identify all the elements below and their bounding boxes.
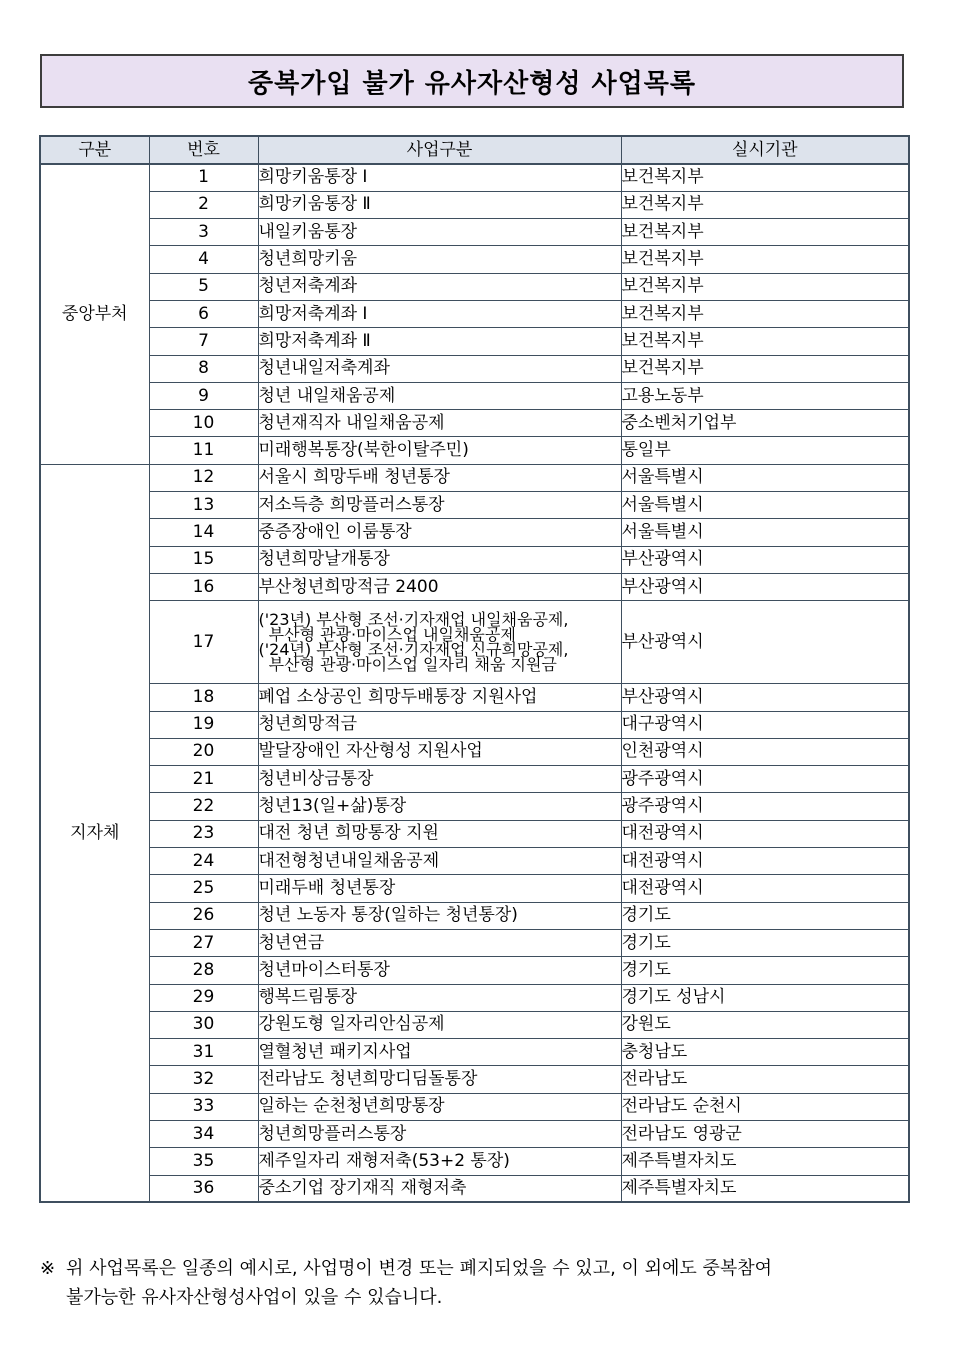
project-name-line: ('24년) 부산형 조선·기자재업 신규희망공제, — [258, 640, 569, 660]
row-number: 35 — [149, 1148, 258, 1175]
table-row — [40, 546, 909, 573]
agency-name: 충청남도 — [621, 1039, 909, 1066]
agency-name: 전라남도 순천시 — [621, 1093, 909, 1120]
row-number: 5 — [149, 273, 258, 300]
row-number: 6 — [149, 300, 258, 327]
table-row — [40, 848, 909, 875]
project-name: 전라남도 청년희망디딤돌통장 — [258, 1066, 621, 1093]
table-row — [40, 246, 909, 273]
table-row — [40, 601, 909, 684]
agency-name: 제주특별자치도 — [621, 1175, 909, 1202]
agency-name: 경기도 — [621, 902, 909, 929]
row-number: 30 — [149, 1011, 258, 1038]
project-name: 일하는 순천청년희망통장 — [258, 1093, 621, 1120]
page-title: 중복가입 불가 유사자산형성 사업목록 — [247, 68, 696, 99]
agency-name: 보건복지부 — [621, 191, 909, 218]
table-row — [40, 328, 909, 355]
row-number: 21 — [149, 766, 258, 793]
project-name: 청년 내일채움공제 — [258, 382, 621, 409]
note-line-2: 불가능한 유사자산형성사업이 있을 수 있습니다. — [66, 1287, 443, 1308]
project-name: 제주일자리 재형저축(53+2 통장) — [258, 1148, 621, 1175]
project-name: 청년희망날개통장 — [258, 546, 621, 573]
table-row — [40, 410, 909, 437]
header-group: 구분 — [40, 136, 149, 164]
row-number: 13 — [149, 492, 258, 519]
row-number: 17 — [149, 601, 258, 684]
project-name-line: 부산형 관광·마이스업 일자리 채움 지원금 — [258, 655, 557, 675]
table-row — [40, 902, 909, 929]
project-name: 중증장애인 이룸통장 — [258, 519, 621, 546]
project-name: 청년희망플러스통장 — [258, 1121, 621, 1148]
project-name: 청년비상금통장 — [258, 766, 621, 793]
row-number: 1 — [149, 164, 258, 191]
agency-name: 서울특별시 — [621, 492, 909, 519]
agency-name: 인천광역시 — [621, 738, 909, 765]
project-name: 강원도형 일자리안심공제 — [258, 1011, 621, 1038]
table-row — [40, 492, 909, 519]
agency-name: 대구광역시 — [621, 711, 909, 738]
row-number: 34 — [149, 1121, 258, 1148]
agency-name: 보건복지부 — [621, 273, 909, 300]
project-name-line: ('23년) 부산형 조선·기자재업 내일채움공제, — [258, 610, 569, 630]
row-number: 36 — [149, 1175, 258, 1202]
agency-name: 통일부 — [621, 437, 909, 464]
project-name: 발달장애인 자산형성 지원사업 — [258, 738, 621, 765]
agency-name: 부산광역시 — [621, 601, 909, 684]
row-number: 31 — [149, 1039, 258, 1066]
project-name: 희망저축계좌 Ⅰ — [258, 300, 621, 327]
table-row — [40, 820, 909, 847]
agency-name: 광주광역시 — [621, 766, 909, 793]
project-name: 중소기업 장기재직 재형저축 — [258, 1175, 621, 1202]
agency-name: 대전광역시 — [621, 820, 909, 847]
table-row — [40, 1039, 909, 1066]
project-name: 희망저축계좌 Ⅱ — [258, 328, 621, 355]
project-name: 청년희망적금 — [258, 711, 621, 738]
row-number: 3 — [149, 219, 258, 246]
table-row — [40, 793, 909, 820]
table-row — [40, 1093, 909, 1120]
row-number: 15 — [149, 546, 258, 573]
table-row — [40, 1148, 909, 1175]
project-name: 저소득층 희망플러스통장 — [258, 492, 621, 519]
agency-name: 보건복지부 — [621, 246, 909, 273]
table-row — [40, 164, 909, 191]
table-row — [40, 929, 909, 956]
agency-name: 경기도 성남시 — [621, 984, 909, 1011]
table-row — [40, 1121, 909, 1148]
table-row — [40, 219, 909, 246]
table-row — [40, 738, 909, 765]
row-number: 8 — [149, 355, 258, 382]
project-name: 청년내일저축계좌 — [258, 355, 621, 382]
agency-name: 부산광역시 — [621, 573, 909, 600]
row-number: 2 — [149, 191, 258, 218]
table-row — [40, 382, 909, 409]
project-name: 미래행복통장(북한이탈주민) — [258, 437, 621, 464]
header-project: 사업구분 — [258, 136, 621, 164]
project-name: 서울시 희망두배 청년통장 — [258, 464, 621, 491]
agency-name: 중소벤처기업부 — [621, 410, 909, 437]
row-number: 29 — [149, 984, 258, 1011]
table-row — [40, 984, 909, 1011]
table-header-row — [40, 136, 909, 164]
row-number: 4 — [149, 246, 258, 273]
agency-name: 보건복지부 — [621, 300, 909, 327]
row-number: 25 — [149, 875, 258, 902]
project-name: 내일키움통장 — [258, 219, 621, 246]
project-name: 희망키움통장 Ⅰ — [258, 164, 621, 191]
agency-name: 보건복지부 — [621, 219, 909, 246]
row-number: 33 — [149, 1093, 258, 1120]
agency-name: 부산광역시 — [621, 684, 909, 711]
table-row — [40, 355, 909, 382]
table-row — [40, 766, 909, 793]
row-number: 23 — [149, 820, 258, 847]
table-row — [40, 875, 909, 902]
project-name: 부산청년희망적금 2400 — [258, 573, 621, 600]
header-number: 번호 — [149, 136, 258, 164]
agency-name: 경기도 — [621, 957, 909, 984]
project-name: 청년저축계좌 — [258, 273, 621, 300]
project-name: 청년마이스터통장 — [258, 957, 621, 984]
project-name: 청년 노동자 통장(일하는 청년통장) — [258, 902, 621, 929]
agency-name: 전라남도 — [621, 1066, 909, 1093]
group-cell-local: 지자체 — [40, 464, 149, 1202]
title-box — [40, 54, 904, 108]
agency-name: 경기도 — [621, 929, 909, 956]
project-name — [258, 601, 621, 684]
table-row — [40, 519, 909, 546]
project-table — [39, 135, 910, 1203]
project-name: 대전형청년내일채움공제 — [258, 848, 621, 875]
agency-name: 서울특별시 — [621, 519, 909, 546]
row-number: 12 — [149, 464, 258, 491]
table-row — [40, 1011, 909, 1038]
footnote — [40, 1254, 920, 1312]
row-number: 16 — [149, 573, 258, 600]
table-row — [40, 437, 909, 464]
project-name: 행복드림통장 — [258, 984, 621, 1011]
project-name: 대전 청년 희망통장 지원 — [258, 820, 621, 847]
agency-name: 서울특별시 — [621, 464, 909, 491]
row-number: 28 — [149, 957, 258, 984]
row-number: 26 — [149, 902, 258, 929]
table-row — [40, 1175, 909, 1202]
table-row — [40, 684, 909, 711]
agency-name: 고용노동부 — [621, 382, 909, 409]
row-number: 7 — [149, 328, 258, 355]
project-name: 청년13(일+삶)통장 — [258, 793, 621, 820]
row-number: 11 — [149, 437, 258, 464]
project-name-line: 부산형 관광·마이스업 내일채움공제 — [258, 625, 516, 645]
note-line-1: 위 사업목록은 일종의 예시로, 사업명이 변경 또는 폐지되었을 수 있고, 이 외에도 중복참여 — [66, 1258, 773, 1279]
project-name: 미래두배 청년통장 — [258, 875, 621, 902]
project-name: 청년희망키움 — [258, 246, 621, 273]
row-number: 9 — [149, 382, 258, 409]
row-number: 19 — [149, 711, 258, 738]
table-body — [40, 164, 909, 1202]
table-row — [40, 300, 909, 327]
agency-name: 보건복지부 — [621, 164, 909, 191]
row-number: 18 — [149, 684, 258, 711]
project-name: 폐업 소상공인 희망두배통장 지원사업 — [258, 684, 621, 711]
group-cell-central: 중앙부처 — [40, 164, 149, 464]
agency-name: 강원도 — [621, 1011, 909, 1038]
row-number: 22 — [149, 793, 258, 820]
agency-name: 보건복지부 — [621, 355, 909, 382]
table-row — [40, 464, 909, 491]
row-number: 32 — [149, 1066, 258, 1093]
table-row — [40, 573, 909, 600]
table-row — [40, 191, 909, 218]
row-number: 14 — [149, 519, 258, 546]
table-row — [40, 273, 909, 300]
agency-name: 전라남도 영광군 — [621, 1121, 909, 1148]
agency-name: 광주광역시 — [621, 793, 909, 820]
agency-name: 부산광역시 — [621, 546, 909, 573]
row-number: 27 — [149, 929, 258, 956]
table-row — [40, 1066, 909, 1093]
project-name: 청년연금 — [258, 929, 621, 956]
project-name: 열혈청년 패키지사업 — [258, 1039, 621, 1066]
agency-name: 대전광역시 — [621, 848, 909, 875]
agency-name: 제주특별자치도 — [621, 1148, 909, 1175]
table-row — [40, 957, 909, 984]
note-mark: ※ — [40, 1258, 56, 1279]
agency-name: 대전광역시 — [621, 875, 909, 902]
header-agency: 실시기관 — [621, 136, 909, 164]
project-name: 희망키움통장 Ⅱ — [258, 191, 621, 218]
table-row — [40, 711, 909, 738]
agency-name: 보건복지부 — [621, 328, 909, 355]
row-number: 10 — [149, 410, 258, 437]
row-number: 20 — [149, 738, 258, 765]
project-name: 청년재직자 내일채움공제 — [258, 410, 621, 437]
row-number: 24 — [149, 848, 258, 875]
